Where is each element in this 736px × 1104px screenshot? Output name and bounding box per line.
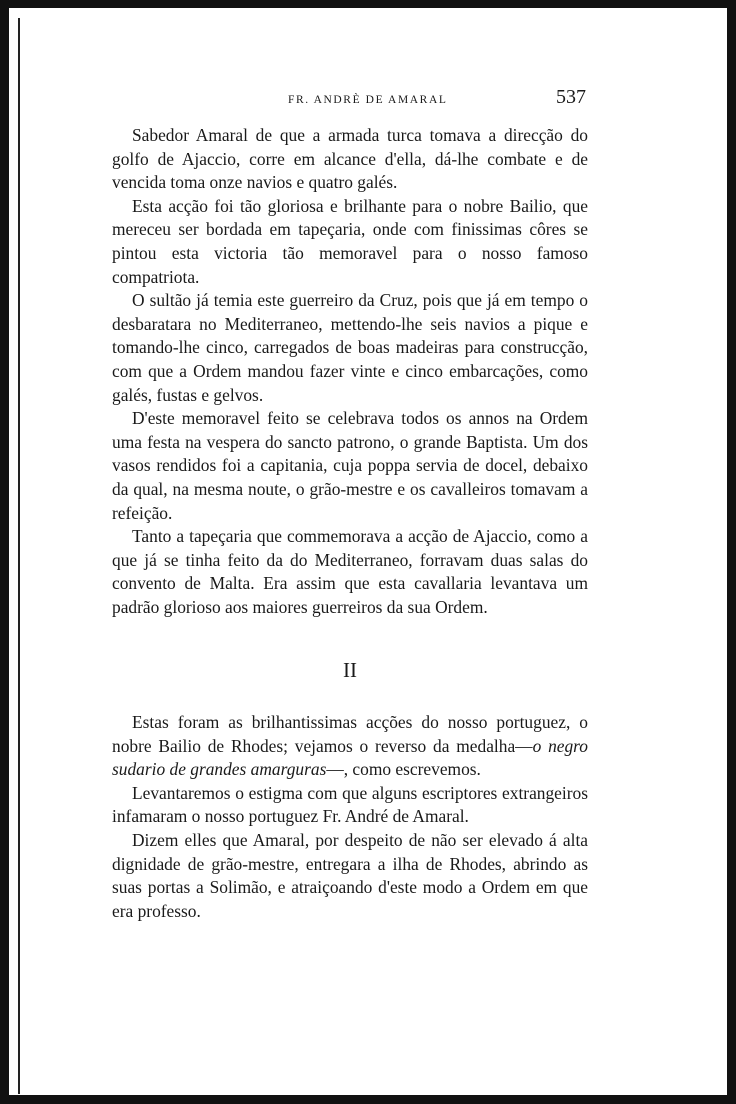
paragraph-sultan: O sultão já temia este guerreiro da Cruz, pois que já em tempo o desbaratara no Mediterraneo, mettendo-lhe seis navios a pique e tomando-lhe cinco, carregados de boas madeiras para construcção, com que a Ordem mandou fazer vinte e cinco embarcações, como galés, fustas e gelvos.	[112, 290, 588, 405]
page-number: 537	[556, 86, 586, 108]
scan-border-right	[727, 0, 736, 1104]
body-text	[112, 124, 588, 923]
scan-border-left	[0, 0, 9, 1104]
paragraph-ajaccio: Sabedor Amaral de que a armada turca tomava a direcção do golfo de Ajaccio, corre em alcance d'ella, dá-lhe combate e de vencida toma onze navios e quatro galés.	[112, 125, 588, 193]
paragraph-tapestry: Esta acção foi tão gloriosa e brilhante para o nobre Bailio, que mereceu ser bordada em tapeçaria, onde com finissimas côres se pintou esta victoria tão memoravel para o nosso famoso compatriota.	[112, 195, 588, 287]
scan-border-top	[0, 0, 736, 8]
book-page	[112, 86, 588, 1066]
running-head	[112, 86, 588, 118]
paragraph-convent: Tanto a tapeçaria que commemorava a acção de Ajaccio, como a que já se tinha feito da do Mediterraneo, forravam duas salas do convento de Malta. Era assim que esta cavallaria levantava um padrão glorioso aos maiores guerreiros da sua Ordem.	[112, 526, 588, 617]
paragraph-feast: D'este memoravel feito se celebrava todos os annos na Ordem uma festa na vespera do sancto patrono, o grande Baptista. Um dos vasos rendidos foi a capitania, cuja poppa servia de docel, debaixo da qual, na mesma noute, o grão-mestre e os cavalleiros tomavam a refeição.	[112, 408, 588, 523]
scan-border-bottom	[0, 1095, 736, 1104]
section-heading: II	[343, 658, 357, 683]
paragraph-stigma: Levantaremos o estigma com que alguns escriptores extrangeiros infamaram o nosso portuguez Fr. André de Amaral.	[112, 782, 588, 827]
running-title: FR. ANDRÈ DE AMARAL	[288, 94, 448, 106]
paragraph-accusation: Dizem elles que Amaral, por despeito de não ser elevado á alta dignidade de grão-mestre, entregara a ilha de Rhodes, abrindo as suas portas a Solimão, e atraiçoando d'este modo a Ordem em que era professo.	[112, 830, 588, 921]
scan-inner-edge	[18, 18, 20, 1094]
reverse-text-start: Estas foram as brilhantissimas acções do nosso portuguez, o nobre Bailio de Rhodes; vejamos o reverso da medalha—	[112, 712, 588, 756]
paragraph-reverse	[112, 711, 588, 782]
reverse-text-end: —, como escrevemos.	[326, 759, 481, 780]
reverse-italic-phrase: o negro sudario de grandes amarguras	[112, 735, 588, 780]
